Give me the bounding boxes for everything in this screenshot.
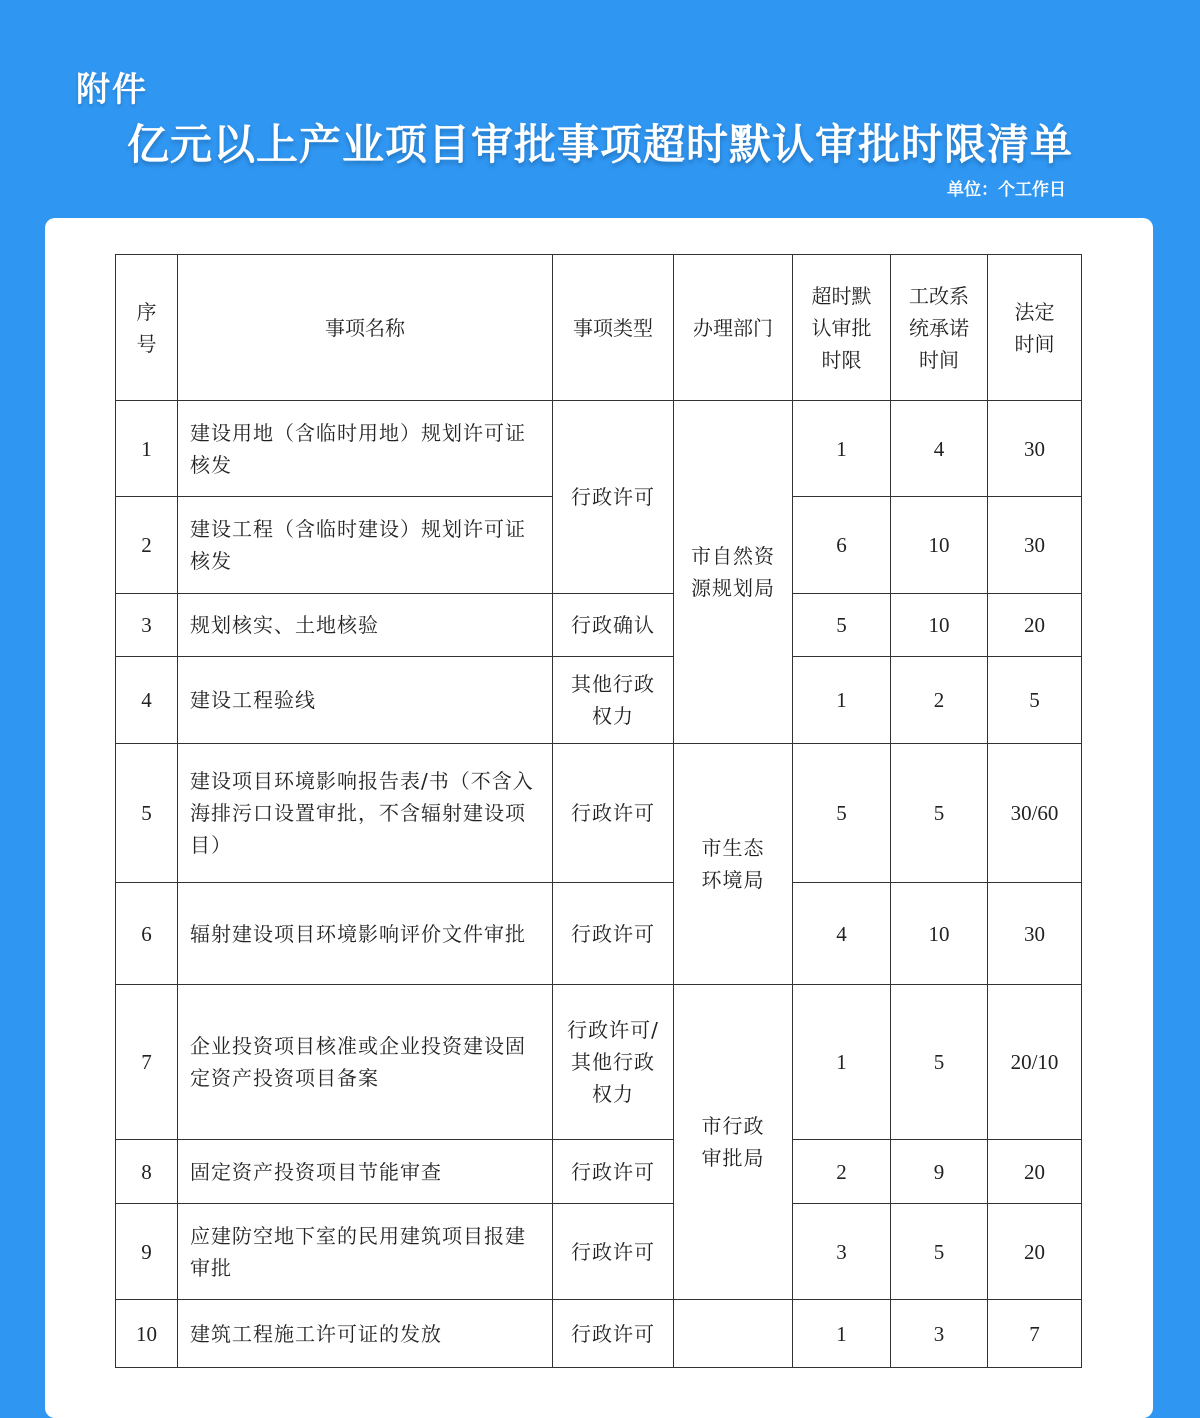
table-row (116, 657, 1082, 744)
cell-name: 规划核实、土地核验 (178, 594, 553, 657)
cell-promise: 5 (891, 985, 988, 1140)
cell-promise: 9 (891, 1140, 988, 1204)
cell-seq: 7 (116, 985, 178, 1140)
cell-legal: 20 (988, 1140, 1082, 1204)
cell-overtime: 1 (793, 401, 891, 497)
cell-seq: 5 (116, 744, 178, 883)
cell-promise: 3 (891, 1300, 988, 1368)
header-promise: 工改系统承诺时间 (891, 255, 988, 401)
cell-seq: 4 (116, 657, 178, 744)
table-row (116, 1140, 1082, 1204)
cell-promise: 10 (891, 594, 988, 657)
cell-promise: 10 (891, 883, 988, 985)
cell-dept: 市生态环境局 (674, 744, 793, 985)
cell-legal: 20 (988, 1204, 1082, 1300)
cell-name: 建设工程（含临时建设）规划许可证核发 (178, 497, 553, 594)
cell-type: 行政许可/其他行政权力 (553, 985, 674, 1140)
cell-name: 辐射建设项目环境影响评价文件审批 (178, 883, 553, 985)
cell-name: 建筑工程施工许可证的发放 (178, 1300, 553, 1368)
header-row (116, 255, 1082, 401)
cell-type: 行政许可 (553, 1300, 674, 1368)
table-row (116, 985, 1082, 1140)
cell-type: 行政许可 (553, 1140, 674, 1204)
cell-type: 行政许可 (553, 744, 674, 883)
table-row (116, 744, 1082, 883)
table-row (116, 1300, 1082, 1368)
cell-type: 行政确认 (553, 594, 674, 657)
header-overtime: 超时默认审批时限 (793, 255, 891, 401)
cell-promise: 2 (891, 657, 988, 744)
cell-type: 其他行政权力 (553, 657, 674, 744)
cell-overtime: 1 (793, 985, 891, 1140)
cell-legal: 30 (988, 497, 1082, 594)
cell-name: 建设项目环境影响报告表/书（不含入海排污口设置审批，不含辐射建设项目） (178, 744, 553, 883)
attachment-label: 附件 (76, 70, 148, 110)
cell-name: 企业投资项目核准或企业投资建设固定资产投资项目备案 (178, 985, 553, 1140)
table-row (116, 1204, 1082, 1300)
deadline-table (115, 254, 1082, 1368)
cell-legal: 30/60 (988, 744, 1082, 883)
cell-seq: 10 (116, 1300, 178, 1368)
page-title: 亿元以上产业项目审批事项超时默认审批时限清单 (126, 120, 1073, 169)
cell-promise: 5 (891, 1204, 988, 1300)
cell-legal: 30 (988, 401, 1082, 497)
cell-legal: 20 (988, 594, 1082, 657)
cell-overtime: 1 (793, 1300, 891, 1368)
cell-overtime: 3 (793, 1204, 891, 1300)
table-row (116, 883, 1082, 985)
cell-overtime: 4 (793, 883, 891, 985)
header-legal: 法定时间 (988, 255, 1082, 401)
cell-legal: 30 (988, 883, 1082, 985)
cell-name: 建设用地（含临时用地）规划许可证核发 (178, 401, 553, 497)
table-row (116, 401, 1082, 497)
cell-promise: 10 (891, 497, 988, 594)
unit-label: 单位：个工作日 (947, 180, 1066, 200)
cell-overtime: 5 (793, 744, 891, 883)
cell-name: 固定资产投资项目节能审查 (178, 1140, 553, 1204)
cell-legal: 5 (988, 657, 1082, 744)
cell-dept: 市行政审批局 (674, 985, 793, 1300)
cell-overtime: 6 (793, 497, 891, 594)
cell-overtime: 1 (793, 657, 891, 744)
table-row (116, 594, 1082, 657)
header-dept: 办理部门 (674, 255, 793, 401)
header-seq: 序号 (116, 255, 178, 401)
cell-seq: 2 (116, 497, 178, 594)
cell-type: 行政许可 (553, 401, 674, 594)
cell-seq: 8 (116, 1140, 178, 1204)
cell-seq: 3 (116, 594, 178, 657)
cell-type: 行政许可 (553, 1204, 674, 1300)
cell-seq: 6 (116, 883, 178, 985)
cell-legal: 7 (988, 1300, 1082, 1368)
cell-overtime: 5 (793, 594, 891, 657)
header-name: 事项名称 (178, 255, 553, 401)
cell-name: 应建防空地下室的民用建筑项目报建审批 (178, 1204, 553, 1300)
cell-promise: 5 (891, 744, 988, 883)
header-type: 事项类型 (553, 255, 674, 401)
cell-seq: 1 (116, 401, 178, 497)
cell-dept (674, 1300, 793, 1368)
cell-seq: 9 (116, 1204, 178, 1300)
cell-dept: 市自然资源规划局 (674, 401, 793, 744)
cell-type: 行政许可 (553, 883, 674, 985)
document-card (45, 218, 1153, 1418)
cell-legal: 20/10 (988, 985, 1082, 1140)
cell-promise: 4 (891, 401, 988, 497)
cell-name: 建设工程验线 (178, 657, 553, 744)
cell-overtime: 2 (793, 1140, 891, 1204)
